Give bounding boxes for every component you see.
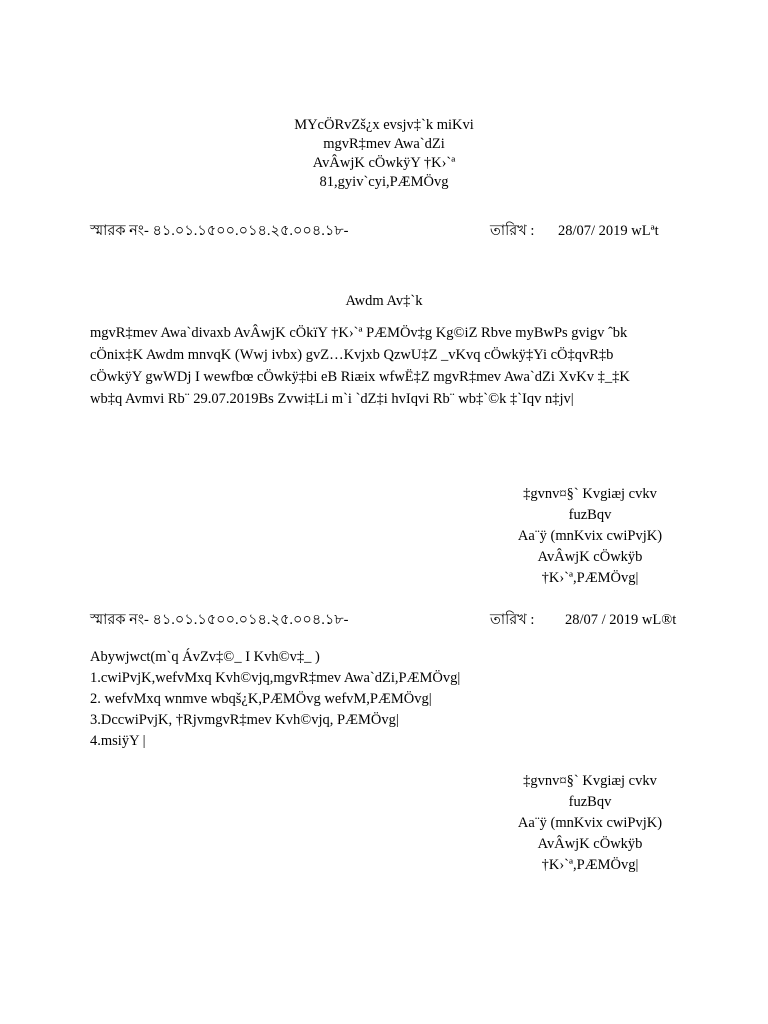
signatory-surname: fuzBqv <box>568 794 612 810</box>
signature-block-2 <box>470 771 710 876</box>
signatory-designation: Aa¨ÿ (mnKvix cwiPvjK) <box>517 528 663 544</box>
distribution-item: 2. wefvMxq wnmve wbqš¿K,PÆMÖvg wefvM,PÆMÖvg| <box>90 691 432 707</box>
body-line: cÖwkÿY gwWDj I wewfbœ cÖwkÿ‡bi eB Riæix wfwË‡Z mgvR‡mev Awa`dZi XvKv ‡_‡K <box>90 369 630 385</box>
body-line: mgvR‡mev Awa`divaxb AvÂwjK cÖkïY †K›`ª PÆMÖv‡g Kg©iZ Rbve myBwPs gvigv ˆbk <box>90 325 628 341</box>
distribution-list <box>90 647 590 752</box>
date-label: তারিখ : <box>490 223 535 239</box>
distribution-item: 1.cwiPvjK,wefvMxq Kvh©vjq,mgvR‡mev Awa`dZi,PÆMÖvg| <box>90 670 461 686</box>
memo-row-2 <box>90 610 680 630</box>
signatory-location: †K›`ª,PÆMÖvg| <box>541 857 639 873</box>
distribution-item: 3.DccwiPvjK, †RjvmgvR‡mev Kvh©vjq, PÆMÖvg| <box>90 712 399 728</box>
signatory-office: AvÂwjK cÖwkÿb <box>537 836 643 852</box>
letterhead-department: mgvR‡mev Awa`dZi <box>323 136 445 152</box>
memo-row-1 <box>90 221 680 241</box>
date-value: 28/07 / 2019 wL®t <box>565 612 677 628</box>
signatory-name: ‡gvnv¤§` Kvgiæj cvkv <box>523 773 657 789</box>
signature-block-1 <box>470 484 710 589</box>
signatory-office: AvÂwjK cÖwkÿb <box>537 549 643 565</box>
order-body <box>90 322 662 410</box>
memo-number: স্মারক নং- ৪১.০১.১৫০০.০১৪.২৫.০০৪.১৮- <box>90 612 349 628</box>
distribution-heading: Abywjwct(m`q ÁvZv‡©_ I Kvh©v‡_ ) <box>90 649 320 665</box>
body-line: wb‡q Avmvi Rb¨ 29.07.2019Bs Zvwi‡Li m`i `dZ‡i hvIqvi Rb¨ wb‡`©k ‡`Iqv n‡jv| <box>90 391 574 407</box>
distribution-item: 4.msiÿY | <box>90 733 146 749</box>
letterhead-address: 81,gyiv`cyi,PÆMÖvg <box>319 174 449 190</box>
letterhead-government: MYcÖRvZš¿x evsjv‡`k miKvi <box>294 117 474 133</box>
signatory-name: ‡gvnv¤§` Kvgiæj cvkv <box>523 486 657 502</box>
memo-number: স্মারক নং- ৪১.০১.১৫০০.০১৪.২৫.০০৪.১৮- <box>90 223 349 239</box>
date-label: তারিখ : <box>490 612 535 628</box>
signatory-surname: fuzBqv <box>568 507 612 523</box>
letterhead-office: AvÂwjK cÖwkÿY †K›`ª <box>312 155 456 171</box>
signatory-designation: Aa¨ÿ (mnKvix cwiPvjK) <box>517 815 663 831</box>
signatory-location: †K›`ª,PÆMÖvg| <box>541 570 639 586</box>
date-value: 28/07/ 2019 wLªt <box>558 223 659 239</box>
body-line: cÖnix‡K Awdm mnvqK (Wwj ivbx) gvZ…Kvjxb QzwU‡Z _vKvq cÖwkÿ‡Yi cÖ‡qvR‡b <box>90 347 614 363</box>
letterhead <box>0 116 768 192</box>
order-subject: Awdm Av‡`k <box>345 293 423 309</box>
